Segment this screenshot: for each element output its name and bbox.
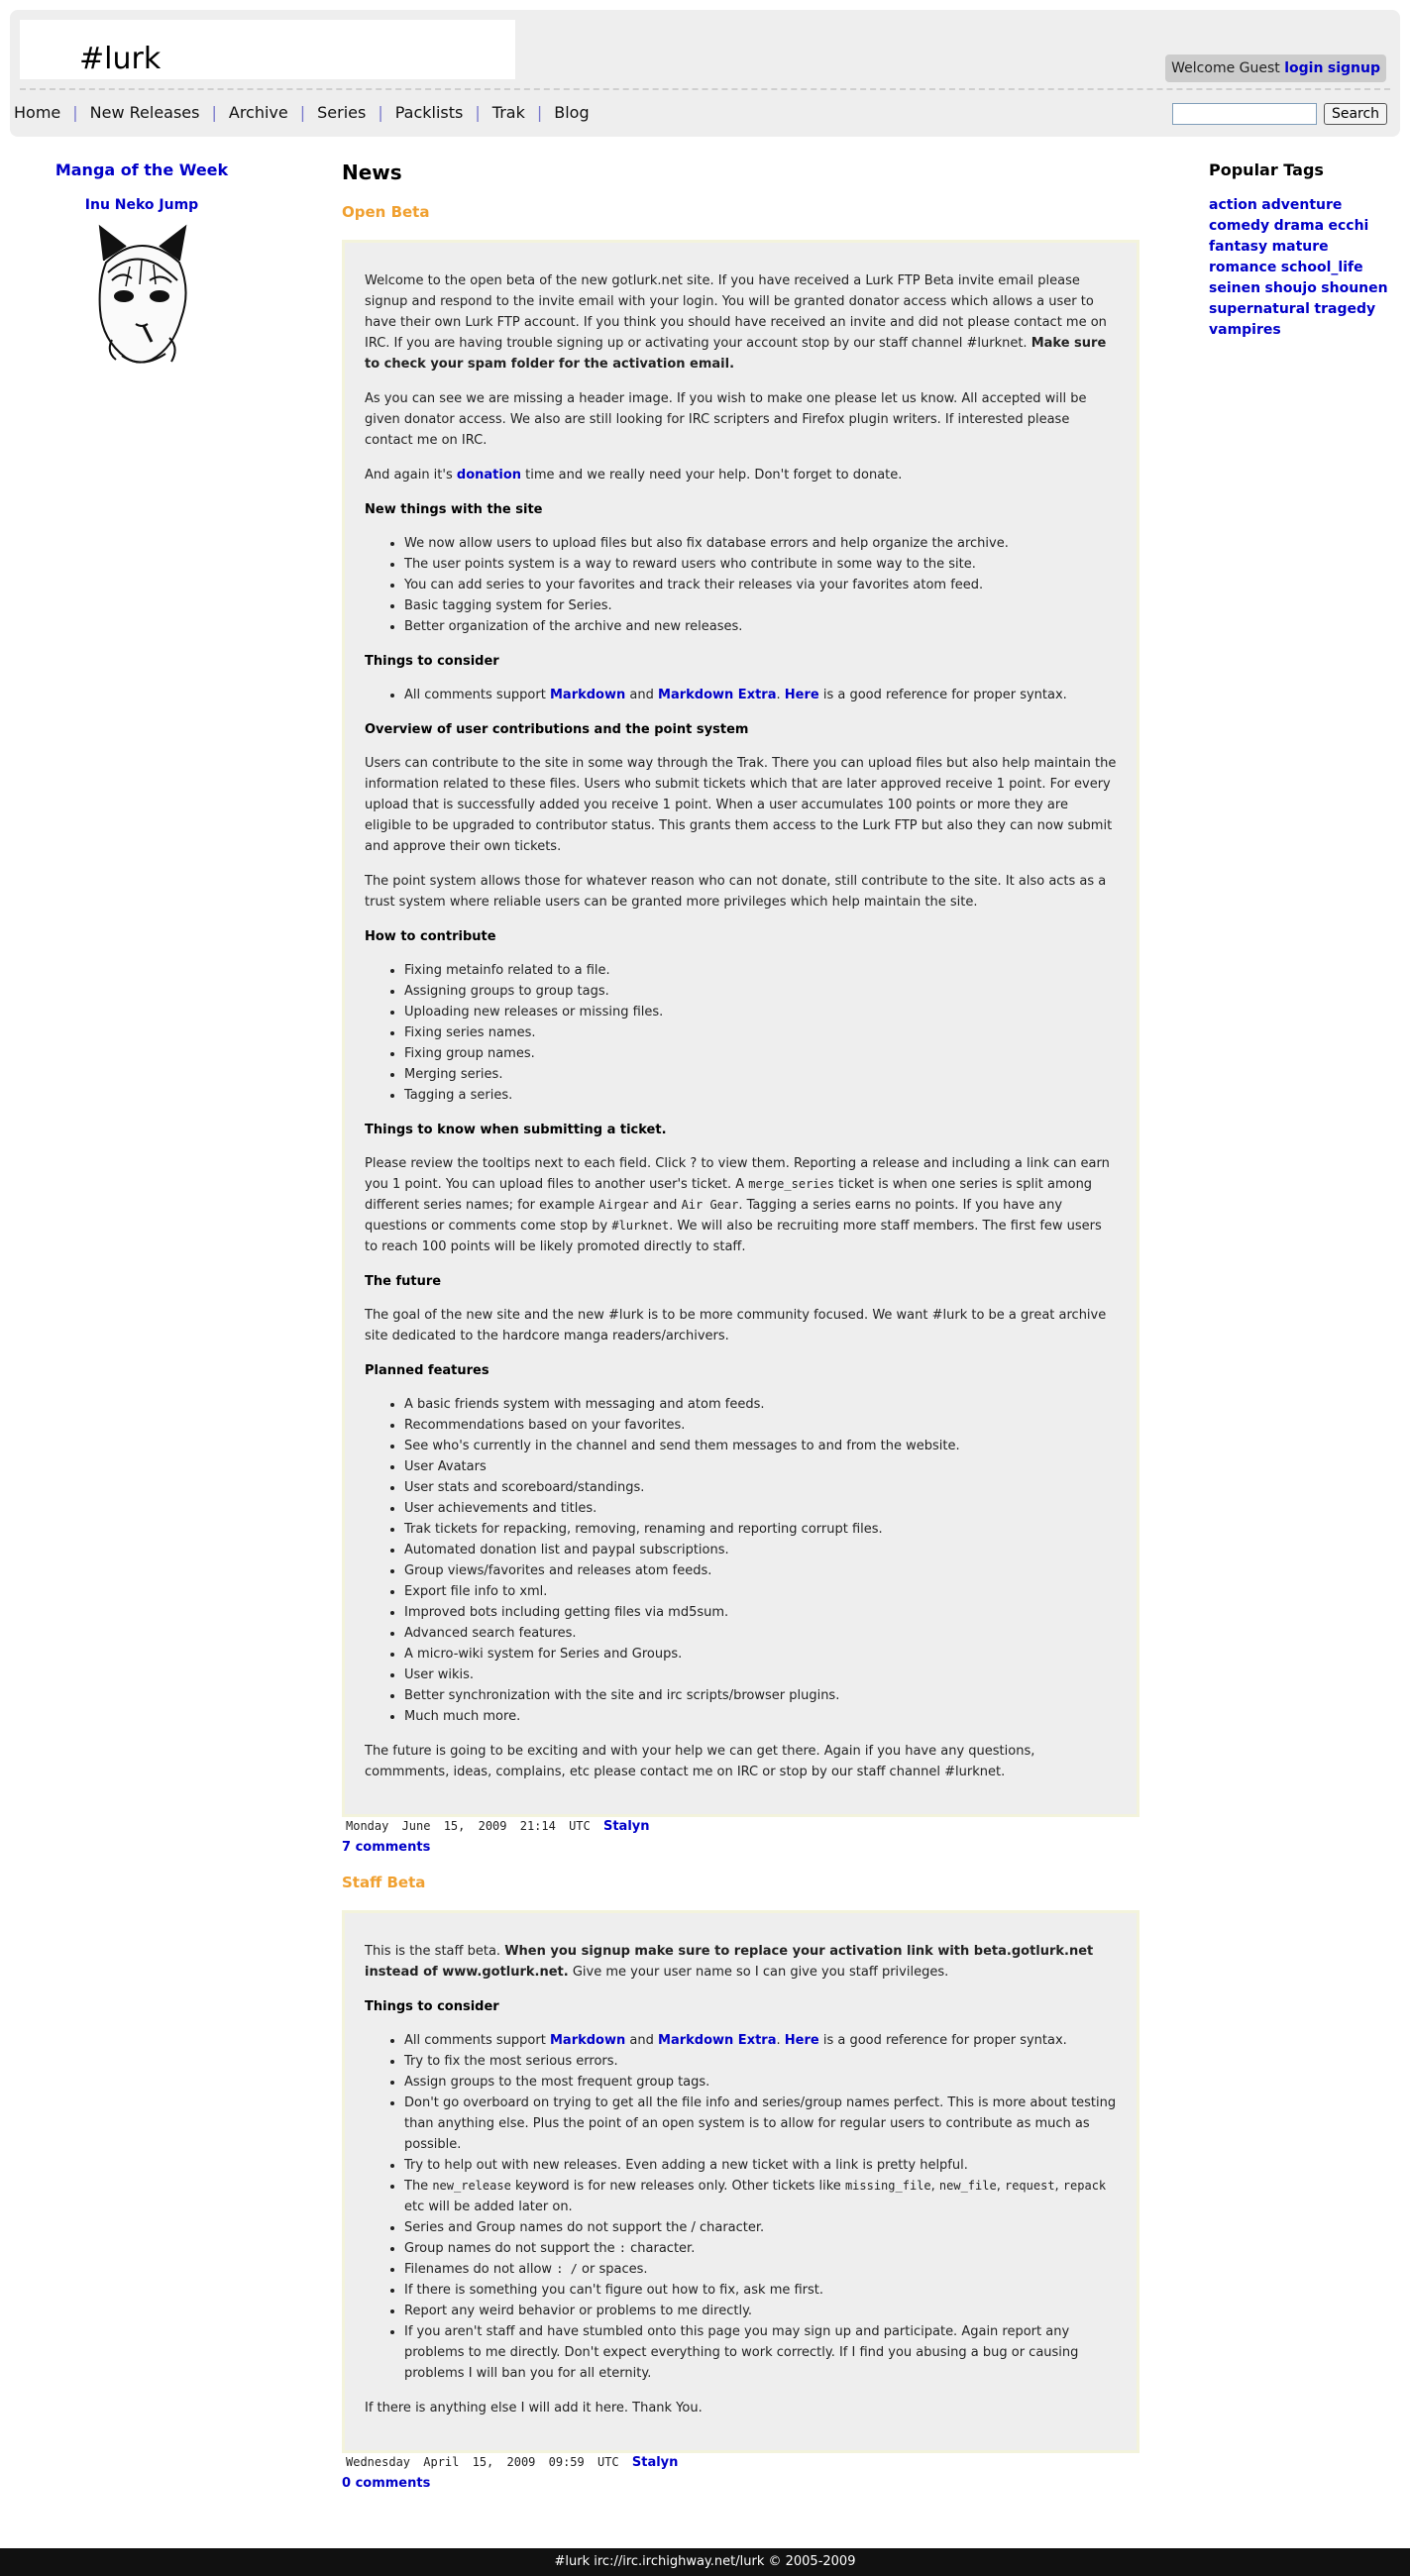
header-divider bbox=[20, 88, 1390, 90]
welcome-text: Welcome Guest bbox=[1171, 60, 1280, 76]
nav-separator: | bbox=[211, 103, 217, 122]
list-item: • The new_release keyword is for new releases only. Other tickets like missing_file, new_file, request, repack etc will be added later on. bbox=[404, 2176, 1117, 2217]
post-paragraph: The future is going to be exciting and with your help we can get there. Again if you have any questions, commments, ideas, complains, etc please contact me on IRC or stop by our staff channel #lurknet. bbox=[365, 1744, 1035, 1779]
search-button[interactable]: Search bbox=[1324, 103, 1387, 125]
markdown-link[interactable]: Markdown bbox=[549, 2033, 626, 2048]
list-item bbox=[404, 2238, 1117, 2259]
code-text: #lurknet bbox=[611, 1219, 670, 1233]
tag-link[interactable]: romance bbox=[1209, 260, 1277, 275]
post-text: This is the staff beta. bbox=[365, 1944, 501, 1959]
post-meta bbox=[342, 2455, 1139, 2470]
markdown-extra-link[interactable]: Markdown Extra bbox=[658, 688, 777, 702]
post-paragraph bbox=[365, 1153, 1117, 1257]
section-heading: New things with the site bbox=[365, 502, 543, 517]
nav-new-releases[interactable]: New Releases bbox=[89, 103, 200, 122]
code-text: Air Gear bbox=[681, 1198, 739, 1212]
post-text: and bbox=[652, 1198, 678, 1213]
manga-of-week-title[interactable]: Inu Neko Jump bbox=[84, 197, 199, 213]
post-text: Please review the tooltips next to each field. Click ? to view them. Reporting a release and including a link can earn you 1 point. You can upload files to another user's ticket. A bbox=[365, 1156, 1110, 1192]
welcome-box bbox=[1165, 54, 1386, 82]
login-link[interactable]: login bbox=[1284, 60, 1324, 76]
list-item: • Series and Group names do not support the / character. bbox=[404, 2217, 1117, 2238]
post-paragraph bbox=[365, 1941, 1117, 1983]
tag-link[interactable]: drama bbox=[1273, 218, 1325, 234]
list-item: • Report any weird behavior or problems to me directly. bbox=[404, 2301, 1117, 2321]
post-text: And again it's bbox=[365, 468, 453, 483]
contribute-list bbox=[365, 960, 1117, 1106]
post-body bbox=[342, 240, 1139, 1817]
markdown-link[interactable]: Markdown bbox=[549, 688, 626, 702]
tag-link[interactable]: action bbox=[1209, 197, 1257, 213]
list-item: • Fixing series names. bbox=[404, 1022, 1117, 1043]
post-paragraph: The point system allows those for whatever reason who can not donate, still contribute to the site. It also acts as a trust system where reliable users can be granted more privileges which help maintain the site. bbox=[365, 874, 1107, 910]
post-text: or spaces. bbox=[582, 2262, 648, 2277]
post-bold-text: When you signup make sure to replace your activation link with beta.gotlurk.net instead of www.gotlurk.net. bbox=[365, 1944, 1094, 1980]
list-item: • Recommendations based on your favorites. bbox=[404, 1415, 1117, 1436]
list-item: • Merging series. bbox=[404, 1064, 1117, 1085]
nav-separator: | bbox=[536, 103, 543, 122]
list-item: • Trak tickets for repacking, removing, renaming and reporting corrupt files. bbox=[404, 1519, 1117, 1540]
list-item: • User Avatars bbox=[404, 1456, 1117, 1477]
section-heading: Overview of user contributions and the point system bbox=[365, 722, 749, 737]
nav-separator: | bbox=[378, 103, 383, 122]
list-item: • A basic friends system with messaging and atom feeds. bbox=[404, 1394, 1117, 1415]
tag-link[interactable]: mature bbox=[1271, 239, 1329, 255]
nav-home[interactable]: Home bbox=[14, 103, 61, 122]
right-sidebar bbox=[1209, 161, 1397, 341]
tag-link[interactable]: ecchi bbox=[1328, 218, 1369, 234]
code-text: Airgear bbox=[598, 1198, 649, 1212]
main-nav bbox=[14, 103, 590, 122]
comments-link[interactable]: 0 comments bbox=[342, 2476, 431, 2491]
list-item: • Try to fix the most serious errors. bbox=[404, 2051, 1117, 2072]
list-item: • Better synchronization with the site and irc scripts/browser plugins. bbox=[404, 1685, 1117, 1706]
left-sidebar bbox=[40, 161, 244, 370]
list-item: • Better organization of the archive and new releases. bbox=[404, 616, 1117, 637]
tag-link[interactable]: shoujo bbox=[1264, 280, 1317, 296]
post-text: Give me your user name so I can give you staff privileges. bbox=[572, 1965, 949, 1980]
popular-tags-heading: Popular Tags bbox=[1209, 161, 1324, 179]
tag-link[interactable]: fantasy bbox=[1209, 239, 1268, 255]
list-item: • Fixing group names. bbox=[404, 1043, 1117, 1064]
tag-link[interactable]: vampires bbox=[1209, 322, 1281, 338]
site-logo[interactable]: #lurk bbox=[79, 42, 162, 76]
post-text: The bbox=[404, 2179, 429, 2194]
tag-link[interactable]: seinen bbox=[1209, 280, 1261, 296]
nav-separator: | bbox=[475, 103, 481, 122]
post-body bbox=[342, 1910, 1139, 2453]
section-heading: Planned features bbox=[365, 1363, 489, 1378]
post-text: is a good reference for proper syntax. bbox=[822, 2033, 1067, 2048]
post-paragraph bbox=[365, 270, 1117, 375]
nav-series[interactable]: Series bbox=[317, 103, 367, 122]
post-paragraph: If there is anything else I will add it here. Thank You. bbox=[365, 2401, 703, 2415]
post-paragraph: Users can contribute to the site in some way through the Trak. There you can upload files but also help maintain the information related to these files. Users who submit tickets which that are later approved receive 1 point. For every upload that is successfully added you receive 1 point. When a user accumulates 100 points or more they are eligible to be upgraded to contributor status. This grants them access to the Lurk FTP but also they can now submit and approve their own tickets. bbox=[365, 756, 1117, 854]
post-text: and bbox=[629, 688, 654, 702]
list-item: • Fixing metainfo related to a file. bbox=[404, 960, 1117, 981]
post-text: Group names do not support the bbox=[404, 2241, 615, 2256]
manga-cover-image[interactable] bbox=[82, 221, 201, 370]
post-text: and bbox=[629, 2033, 654, 2048]
post-title[interactable]: Open Beta bbox=[342, 203, 430, 221]
tag-link[interactable]: tragedy bbox=[1314, 301, 1376, 317]
logo-box bbox=[20, 20, 515, 79]
comments-link[interactable]: 7 comments bbox=[342, 1840, 431, 1855]
list-item: • See who's currently in the channel and send them messages to and from the website. bbox=[404, 1436, 1117, 1456]
list-item: • Assign groups to the most frequent group tags. bbox=[404, 2072, 1117, 2093]
main-content bbox=[342, 161, 1139, 2491]
list-item: • A micro-wiki system for Series and Groups. bbox=[404, 1644, 1117, 1664]
list-item: • Much much more. bbox=[404, 1706, 1117, 1727]
code-text: : / bbox=[556, 2262, 578, 2276]
post-date: Monday June 15, 2009 21:14 UTC bbox=[346, 1819, 591, 1833]
post-title[interactable]: Staff Beta bbox=[342, 1874, 426, 1891]
nav-trak[interactable]: Trak bbox=[491, 103, 525, 122]
list-item: • Export file info to xml. bbox=[404, 1581, 1117, 1602]
post-text: ticket is when one series is split among different series names; for example bbox=[365, 1177, 1093, 1213]
nav-blog[interactable]: Blog bbox=[554, 103, 590, 122]
new-things-list bbox=[365, 533, 1117, 637]
code-text: new_file bbox=[938, 2179, 997, 2193]
tag-link[interactable]: school_life bbox=[1280, 260, 1363, 275]
list-item: • We now allow users to upload files but also fix database errors and help organize the archive. bbox=[404, 533, 1117, 554]
tag-link[interactable]: supernatural bbox=[1209, 301, 1310, 317]
code-text: request bbox=[1004, 2179, 1055, 2193]
list-item: • If you aren't staff and have stumbled onto this page you may sign up and participate. Again report any problems to me directly. Don't expect everything to work correctly. If I find you abusing a bug or causing problems I will ban you for all eternity. bbox=[404, 2321, 1117, 2384]
code-text: repack bbox=[1062, 2179, 1107, 2193]
post-text: is a good reference for proper syntax. bbox=[822, 688, 1067, 702]
list-item: • If there is something you can't figure out how to fix, ask me first. bbox=[404, 2280, 1117, 2301]
post-text: All comments support bbox=[404, 688, 546, 702]
tag-link[interactable]: comedy bbox=[1209, 218, 1270, 234]
post-text: . We will also be recruiting more staff members. The first few users to reach 100 points will be likely promoted directly to staff. bbox=[365, 1219, 1102, 1254]
post-paragraph: The goal of the new site and the new #lurk is to be more community focused. We want #lurk to be a great archive site dedicated to the hardcore manga readers/archivers. bbox=[365, 1308, 1107, 1343]
list-item: • The user points system is a way to reward users who contribute in some way to the site. bbox=[404, 554, 1117, 575]
list-item: • Advanced search features. bbox=[404, 1623, 1117, 1644]
list-item: • All comments support Markdown and Markdown Extra. Here is a good reference for proper syntax. bbox=[404, 685, 1117, 705]
code-text: merge_series bbox=[748, 1177, 834, 1191]
list-item: • Try to help out with new releases. Even adding a new ticket with a link is pretty helpful. bbox=[404, 2155, 1117, 2176]
post-paragraph bbox=[365, 465, 1117, 485]
consider-list bbox=[365, 685, 1117, 705]
here-link[interactable]: Here bbox=[784, 688, 819, 702]
nav-separator: | bbox=[72, 103, 78, 122]
list-item: • Assigning groups to group tags. bbox=[404, 981, 1117, 1002]
list-item: • Don't go overboard on trying to get all the file info and series/group names perfect. This is more about testing than anything else. Plus the point of an open system is to allow for regular users to contribute as much as possible. bbox=[404, 2093, 1117, 2155]
post-staff-beta bbox=[342, 1874, 1139, 2491]
section-heading: How to contribute bbox=[365, 929, 496, 944]
post-date: Wednesday April 15, 2009 09:59 UTC bbox=[346, 2455, 619, 2469]
markdown-extra-link[interactable]: Markdown Extra bbox=[658, 2033, 777, 2048]
post-text: . Tagging a series earns no points. If you have any questions or comments come stop by bbox=[365, 1198, 1063, 1234]
tag-link[interactable]: adventure bbox=[1261, 197, 1343, 213]
post-bold-text: Make sure to check your spam folder for the activation email. bbox=[365, 336, 1107, 372]
nav-separator: | bbox=[299, 103, 306, 122]
post-text: character. bbox=[630, 2241, 696, 2256]
list-item bbox=[404, 2259, 1117, 2280]
code-text: : bbox=[618, 2241, 626, 2255]
code-text: missing_file bbox=[844, 2179, 931, 2193]
list-item: • Improved bots including getting files via md5sum. bbox=[404, 1602, 1117, 1623]
site-footer: #lurk irc://irc.irchighway.net/lurk © 2005-2009 bbox=[0, 2548, 1410, 2576]
list-item: • Group views/favorites and releases atom feeds. bbox=[404, 1560, 1117, 1581]
consider-list bbox=[365, 2030, 1117, 2384]
list-item: • Basic tagging system for Series. bbox=[404, 595, 1117, 616]
code-text: new_release bbox=[432, 2179, 511, 2193]
list-item: • User stats and scoreboard/standings. bbox=[404, 1477, 1117, 1498]
section-heading: Things to know when submitting a ticket. bbox=[365, 1123, 667, 1137]
planned-list bbox=[365, 1394, 1117, 1727]
nav-packlists[interactable]: Packlists bbox=[394, 103, 464, 122]
tag-cloud bbox=[1209, 195, 1397, 341]
news-heading: News bbox=[342, 161, 402, 184]
list-item: • You can add series to your favorites and track their releases via your favorites atom feed. bbox=[404, 575, 1117, 595]
post-meta bbox=[342, 1819, 1139, 1834]
section-heading: The future bbox=[365, 1274, 442, 1289]
list-item: • User wikis. bbox=[404, 1664, 1117, 1685]
post-text: Filenames do not allow bbox=[404, 2262, 553, 2277]
signup-link[interactable]: signup bbox=[1327, 60, 1380, 76]
list-item: • Tagging a series. bbox=[404, 1085, 1117, 1106]
list-item: • User achievements and titles. bbox=[404, 1498, 1117, 1519]
post-paragraph: As you can see we are missing a header image. If you wish to make one please let us know. All accepted will be given donator access. We also are still looking for IRC scripters and Firefox plugin writers. If interested please contact me on IRC. bbox=[365, 391, 1087, 448]
search-input[interactable] bbox=[1172, 103, 1317, 125]
list-item: • All comments support Markdown and Markdown Extra. Here is a good reference for proper syntax. bbox=[404, 2030, 1117, 2051]
donation-link[interactable]: donation bbox=[456, 468, 522, 483]
list-item: • Uploading new releases or missing files. bbox=[404, 1002, 1117, 1022]
post-text: etc will be added later on. bbox=[404, 2200, 573, 2214]
post-open-beta bbox=[342, 203, 1139, 1855]
post-author-link[interactable]: Stalyn bbox=[631, 2455, 679, 2470]
post-text: keyword is for new releases only. Other tickets like bbox=[514, 2179, 841, 2194]
tag-link[interactable]: shounen bbox=[1321, 280, 1388, 296]
section-heading: Things to consider bbox=[365, 1999, 499, 2014]
post-text: All comments support bbox=[404, 2033, 546, 2048]
nav-archive[interactable]: Archive bbox=[228, 103, 288, 122]
manga-of-week-heading: Manga of the Week bbox=[54, 161, 229, 179]
post-author-link[interactable]: Stalyn bbox=[602, 1819, 650, 1834]
post-text: time and we really need your help. Don't forget to donate. bbox=[525, 468, 903, 483]
section-heading: Things to consider bbox=[365, 654, 499, 669]
list-item: • Automated donation list and paypal subscriptions. bbox=[404, 1540, 1117, 1560]
post-text: Welcome to the open beta of the new gotlurk.net site. If you have received a Lurk FTP Beta invite email please signup and respond to the invite email with your login. You will be granted donator access which allows a user to have their own Lurk FTP account. If you think you should have received an invite and did not please contact me on IRC. If you are having trouble signing up or activating your account stop by our staff channel #lurknet. bbox=[365, 273, 1107, 351]
here-link[interactable]: Here bbox=[784, 2033, 819, 2048]
